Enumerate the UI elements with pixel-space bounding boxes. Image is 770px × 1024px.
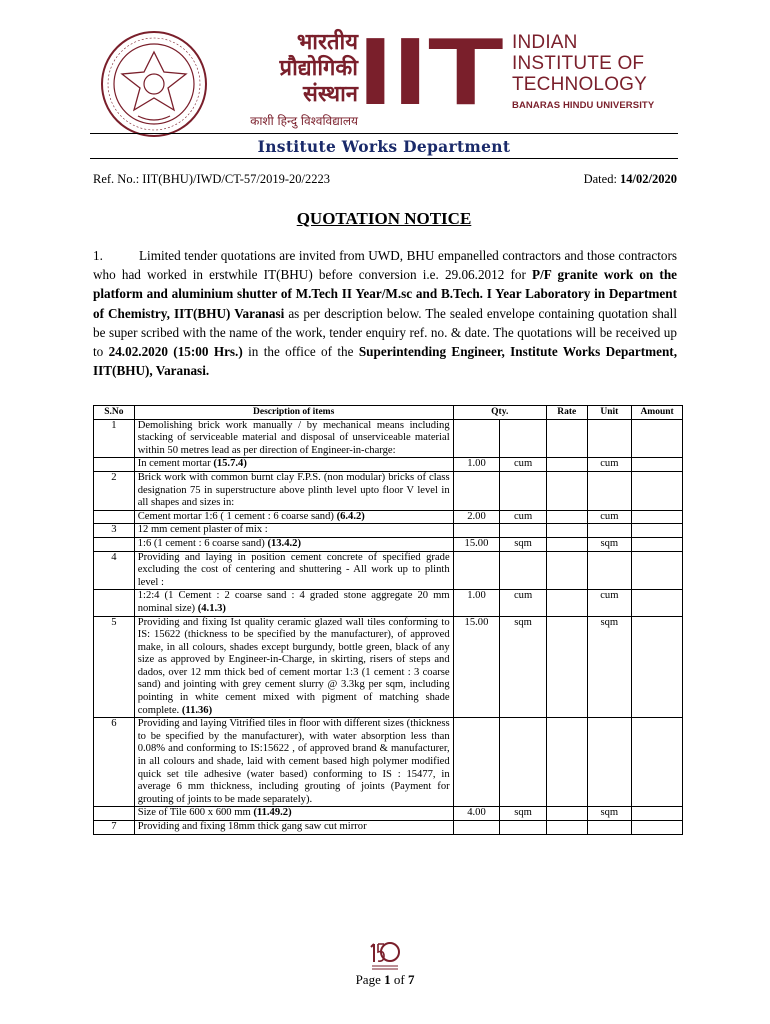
cell-sno: 6 — [94, 718, 135, 807]
cell-amount — [632, 510, 683, 524]
cell-unit — [587, 718, 632, 807]
table-row — [94, 821, 683, 835]
cell-sno — [94, 458, 135, 472]
iit-wordmark-logo — [356, 34, 506, 106]
description-text: 1:6 (1 cement : 6 coarse sand) — [137, 537, 268, 549]
item-code: (4.1.3) — [197, 602, 226, 614]
cell-amount — [632, 718, 683, 807]
cell-qty-unit — [500, 471, 547, 510]
table-row — [94, 590, 683, 616]
cell-amount — [632, 821, 683, 835]
cell-qty: 2.00 — [453, 510, 500, 524]
inst-line-2: INSTITUTE OF — [512, 53, 645, 74]
hindi-line-1: भारतीय — [296, 30, 358, 55]
cell-qty: 15.00 — [453, 616, 500, 718]
cell-unit — [587, 524, 632, 538]
cell-qty-unit: cum — [500, 510, 547, 524]
cell-description — [134, 537, 453, 551]
cell-amount — [632, 419, 683, 458]
cell-qty-unit: sqm — [500, 616, 547, 718]
date-line — [584, 172, 677, 187]
table-header-row — [94, 406, 683, 420]
cell-description — [134, 616, 453, 718]
header-amount: Amount — [632, 406, 683, 420]
para-text-2: as per description below. The sealed envelope containing quotation shall be super scribed with the name of the work, tender enquiry ref. no. & date. The quotations will be received up to — [93, 305, 677, 360]
cell-unit: cum — [587, 458, 632, 472]
header-divider-bottom — [90, 158, 678, 159]
cell-qty-unit — [500, 718, 547, 807]
description-text: 12 mm cement plaster of mix : — [137, 524, 268, 536]
table-row — [94, 551, 683, 590]
cell-amount — [632, 471, 683, 510]
cell-description — [134, 551, 453, 590]
header-unit: Unit — [587, 406, 632, 420]
notice-paragraph — [93, 246, 677, 380]
cell-rate — [546, 551, 587, 590]
item-code: (11.49.2) — [253, 807, 292, 819]
page-total: 7 — [407, 972, 415, 987]
header-divider-top — [90, 133, 678, 134]
cell-amount — [632, 807, 683, 821]
cell-rate — [546, 718, 587, 807]
cell-sno: 4 — [94, 551, 135, 590]
cell-qty — [453, 821, 500, 835]
hindi-line-3: संस्थान — [303, 82, 358, 107]
table-row — [94, 537, 683, 551]
hindi-name-block — [228, 30, 358, 129]
description-text: Demolishing brick work manually / by mechanical means including stacking of serviceable material and disposal of unserviceable material within 50 metres lead as per direction of Engineer-in-charge: — [137, 419, 450, 456]
cell-sno — [94, 807, 135, 821]
item-code: (11.36) — [181, 704, 213, 716]
cell-description — [134, 419, 453, 458]
paragraph-number: 1. — [93, 248, 103, 263]
cell-rate — [546, 821, 587, 835]
cell-qty — [453, 524, 500, 538]
dated-value: 14/02/2020 — [620, 172, 677, 186]
cell-unit: cum — [587, 510, 632, 524]
cell-qty-unit — [500, 551, 547, 590]
page-prefix: Page — [355, 972, 385, 987]
table-row — [94, 458, 683, 472]
description-text: Providing and laying Vitrified tiles in floor with different sizes (thickness to be specified by the manufacturer), with water absorption less than 0.08% and conforming to IS:15622 , of approved brand & manufacturer, in all colours and shade, laid with cement based high polymer modified quick set tile adhesive (water based) conforming to IS : 15477, in average 6 mm thickness, including grouting of joints (Payment for grouting of joints to be made separately). — [137, 718, 450, 805]
cell-unit: cum — [587, 590, 632, 616]
cell-rate — [546, 471, 587, 510]
cell-description — [134, 471, 453, 510]
table-row — [94, 524, 683, 538]
table-row — [94, 471, 683, 510]
cell-unit — [587, 419, 632, 458]
cell-sno — [94, 537, 135, 551]
cell-qty — [453, 471, 500, 510]
table-row — [94, 419, 683, 458]
cell-qty-unit — [500, 419, 547, 458]
inst-line-3: TECHNOLOGY — [512, 74, 648, 95]
department-title: Institute Works Department — [257, 137, 511, 156]
cell-qty: 4.00 — [453, 807, 500, 821]
cell-qty: 1.00 — [453, 458, 500, 472]
description-text: Size of Tile 600 x 600 mm — [137, 807, 254, 819]
cell-sno: 7 — [94, 821, 135, 835]
institute-name-block — [512, 32, 654, 111]
inst-line-1: INDIAN — [512, 32, 578, 53]
item-code: (13.4.2) — [267, 537, 301, 549]
cell-amount — [632, 458, 683, 472]
reference-number: Ref. No.: IIT(BHU)/IWD/CT-57/2019-20/2223 — [93, 172, 331, 186]
table-row — [94, 807, 683, 821]
cell-description — [134, 807, 453, 821]
cell-sno: 1 — [94, 419, 135, 458]
header-sno: S.No — [94, 406, 135, 420]
cell-amount — [632, 537, 683, 551]
cell-description — [134, 510, 453, 524]
para-bold-1: P/F granite work on the platform and aluminium shutter of M.Tech II Year/M.sc and B.Tech. I Year Laboratory in Department of Chemistry, IIT(BHU) Varanasi — [93, 267, 678, 321]
description-text: 1:2:4 (1 Cement : 2 coarse sand : 4 graded stone aggregate 20 mm nominal size) — [137, 590, 450, 614]
table-row — [94, 616, 683, 718]
anniversary-logo — [368, 938, 402, 972]
para-bold-3: Superintending Engineer, Institute Works Department, IIT(BHU), Varanasi. — [93, 344, 677, 379]
cell-sno: 3 — [94, 524, 135, 538]
page-mid: of — [390, 972, 408, 987]
header-qty: Qty. — [453, 406, 546, 420]
cell-description — [134, 590, 453, 616]
description-text: Brick work with common burnt clay F.P.S. (non modular) bricks of class designation 75 in superstructure above plinth level upto floor V level in all shapes and sizes in: — [137, 471, 450, 509]
cell-rate — [546, 590, 587, 616]
institute-seal-logo — [98, 28, 210, 140]
items-table — [93, 405, 683, 835]
cell-rate — [546, 537, 587, 551]
dated-label: Dated: — [583, 172, 617, 186]
cell-description — [134, 524, 453, 538]
header-description: Description of items — [134, 406, 453, 420]
cell-amount — [632, 590, 683, 616]
hindi-line-2: प्रौद्योगिकी — [279, 56, 358, 81]
iit-mark-text: IIT — [358, 34, 504, 106]
cell-rate — [546, 458, 587, 472]
cell-description — [134, 718, 453, 807]
para-bold-2: 24.02.2020 (15:00 Hrs.) — [108, 344, 243, 360]
notice-title: QUOTATION NOTICE — [296, 209, 472, 228]
inst-subtitle: BANARAS HINDU UNIVERSITY — [512, 100, 655, 111]
cell-unit — [587, 551, 632, 590]
cell-qty-unit: cum — [500, 458, 547, 472]
cell-unit — [587, 471, 632, 510]
cell-amount — [632, 616, 683, 718]
item-code: (15.7.4) — [213, 458, 247, 470]
para-text-1: Limited tender quotations are invited from UWD, BHU empanelled contractors and those contractors who had worked in erstwhile IT(BHU) before conversion i.e. 29.06.2012 for — [93, 248, 677, 283]
cell-unit: sqm — [587, 616, 632, 718]
cell-rate — [546, 510, 587, 524]
cell-qty: 1.00 — [453, 590, 500, 616]
item-code: (6.4.2) — [336, 510, 365, 522]
description-text: In cement mortar — [137, 458, 214, 470]
cell-qty-unit: sqm — [500, 537, 547, 551]
table-row — [94, 510, 683, 524]
cell-qty — [453, 551, 500, 590]
cell-qty-unit — [500, 524, 547, 538]
page-current: 1 — [384, 972, 391, 987]
description-text: Cement mortar 1:6 ( 1 cement : 6 coarse sand) — [137, 510, 337, 522]
cell-qty — [453, 419, 500, 458]
cell-qty — [453, 718, 500, 807]
description-text: Providing and laying in position cement concrete of specified grade excluding the cost of centering and shuttering - All work up to plinth level : — [137, 551, 450, 588]
cell-unit: sqm — [587, 807, 632, 821]
cell-sno: 2 — [94, 471, 135, 510]
cell-rate — [546, 419, 587, 458]
cell-qty: 15.00 — [453, 537, 500, 551]
cell-sno: 5 — [94, 616, 135, 718]
cell-rate — [546, 807, 587, 821]
description-text: Providing and fixing Ist quality ceramic glazed wall tiles conforming to IS: 15622 (thickness to be specified by the manufacturer), of approved make, in all colours, shades except burgundy, bottle green, black of any size as approved by Engineer-in-Charge, in skirting, risers of steps and dados, over 12 mm thick bed of cement mortar 1:3 (1 cement : 3 coarse sand) and jointing with grey cement slurry @ 3.3kg per sqm, including pointing in white cement mixed with pigment of matching shade complete. — [137, 616, 450, 716]
cell-rate — [546, 524, 587, 538]
description-text: Providing and fixing 18mm thick gang saw cut mirror — [137, 821, 367, 832]
cell-description — [134, 458, 453, 472]
cell-qty-unit — [500, 821, 547, 835]
table-row — [94, 718, 683, 807]
cell-sno — [94, 590, 135, 616]
cell-amount — [632, 551, 683, 590]
hindi-subtitle: काशी हिन्दु विश्वविद्यालय — [250, 114, 358, 128]
cell-amount — [632, 524, 683, 538]
page-number — [0, 972, 770, 988]
cell-unit: sqm — [587, 537, 632, 551]
cell-description — [134, 821, 453, 835]
cell-rate — [546, 616, 587, 718]
cell-qty-unit: cum — [500, 590, 547, 616]
cell-sno — [94, 510, 135, 524]
header-rate: Rate — [546, 406, 587, 420]
cell-unit — [587, 821, 632, 835]
para-text-3: in the office of the — [242, 344, 359, 360]
cell-qty-unit: sqm — [500, 807, 547, 821]
